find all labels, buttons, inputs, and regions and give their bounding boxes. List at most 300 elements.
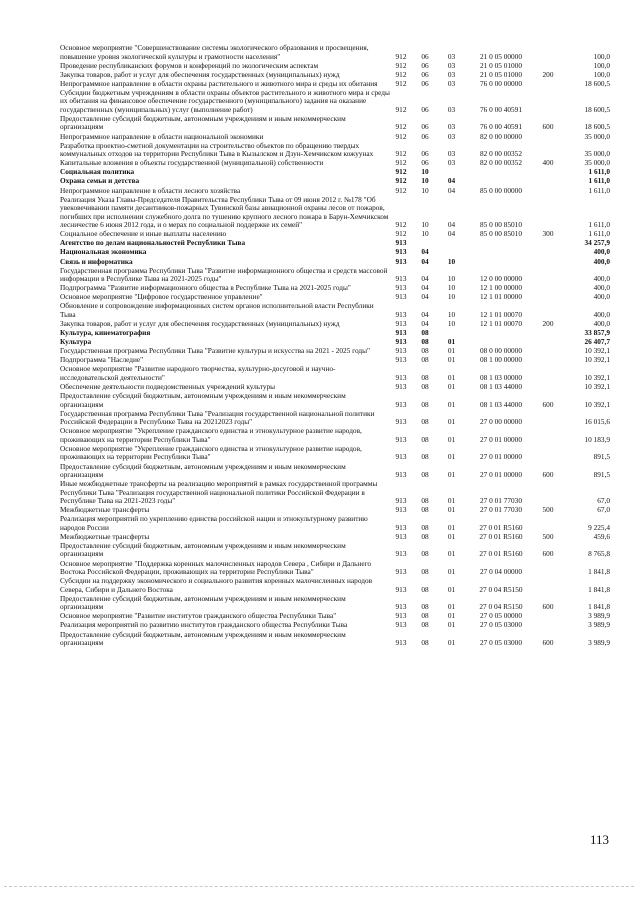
row-amount: 10 392,1 — [584, 346, 610, 356]
row-code-rz: 08 — [421, 470, 429, 479]
row-code-pr: 01 — [447, 620, 456, 630]
row-amount: 18 600,5 — [584, 122, 610, 132]
row-code-gr: 912 — [395, 185, 407, 195]
row-code-rz: 08 — [421, 434, 429, 444]
page-number: 113 — [590, 832, 610, 847]
row-code-pr: 10 — [447, 292, 456, 302]
row-code-gr: 913 — [395, 283, 407, 293]
scan-edge-divider — [4, 886, 634, 887]
row-code-gr: 913 — [395, 382, 407, 392]
row-amount: 67,0 — [597, 505, 610, 515]
row-amount: 1 611,0 — [588, 229, 610, 239]
row-code-gr: 912 — [395, 131, 407, 141]
row-code-cs: 27 0 01 00000 — [480, 470, 522, 479]
row-code-gr: 912 — [395, 51, 407, 61]
row-code-rz: 06 — [421, 51, 429, 61]
table-row — [60, 427, 610, 445]
row-amount: 400,0 — [593, 283, 610, 293]
row-code-rz: 04 — [421, 247, 429, 257]
row-amount: 18 600,5 — [584, 104, 610, 114]
row-code-gr: 912 — [395, 69, 407, 79]
row-name: Социальное обеспечение и иные выплаты населению — [60, 229, 227, 239]
row-code-vr — [537, 133, 559, 142]
row-code-rz: 08 — [421, 496, 429, 506]
row-code-pr: 01 — [447, 611, 456, 621]
row-code-rz: 08 — [421, 372, 429, 382]
row-code-cs: 27 0 01 R5160 — [479, 549, 523, 559]
row-name: Подпрограмма "Развитие информационного общества в Республике Тыва на 2021-2025 годы" — [60, 283, 351, 293]
row-code-vr — [537, 80, 559, 89]
row-name: Государственная программа Республики Тыва "Развитие информационного общества и средств массовой информации в Республике Тыва на 2021-2025 годы" — [60, 265, 388, 284]
row-amount: 10 183,9 — [584, 434, 610, 444]
row-code-rz: 08 — [421, 549, 429, 559]
row-code-cs: 27 0 04 R5150 — [479, 602, 523, 612]
row-name: Непрограммное направление в области охраны растительного и животного мира и среды их обитания — [60, 78, 378, 88]
table-row — [60, 542, 610, 560]
row-amount: 10 392,1 — [584, 355, 610, 365]
row-code-gr: 913 — [395, 256, 407, 266]
row-code-vr — [537, 293, 559, 302]
row-code-gr: 913 — [395, 309, 407, 319]
row-code-cs: 76 0 00 00000 — [480, 78, 522, 88]
row-code-gr: 913 — [395, 638, 407, 648]
row-code-rz: 10 — [421, 176, 429, 186]
row-code-vr — [537, 560, 559, 578]
row-code-gr: 913 — [395, 372, 407, 382]
row-amount: 400,0 — [593, 318, 610, 328]
row-code-cs: 27 0 01 00000 — [480, 434, 522, 444]
row-code-cs: 76 0 00 40591 — [480, 104, 522, 114]
row-name: Закупка товаров, работ и услуг для обеспечения государственных (муниципальных) нужд — [60, 69, 340, 79]
row-name: Агентство по делам национальностей Республики Тыва — [60, 238, 246, 248]
row-name: Предоставление субсидий бюджетным, автономным учреждениям и иным некоммерческим организациям — [60, 391, 346, 409]
row-code-rz: 08 — [421, 337, 429, 347]
row-amount: 1 841,8 — [588, 567, 610, 577]
row-amount: 100,0 — [593, 60, 610, 70]
row-code-pr: 01 — [447, 531, 456, 541]
row-code-vr — [537, 142, 559, 160]
row-code-rz: 04 — [421, 274, 429, 284]
row-name: Капитальные вложения в объекты государственной (муниципальной) собственности — [60, 158, 324, 168]
row-amount: 35 000,0 — [584, 149, 610, 159]
row-code-pr: 03 — [447, 60, 456, 70]
row-name: Реализация Указа Главы-Председателя Правительства Республики Тыва от 09 июня 2012 г. №178 "Об увековечивании памяти десантников-пожарных Тувинской базы авиационной охраны лесов от пожаров, погибших при исполнении служебного долга по тушению крупного лесного пожара в Барун-Хемчикском лесничестве 6 июня 2012 года, и о мерах по социальной поддержке их семей" — [60, 194, 389, 230]
row-code-vr — [537, 338, 559, 347]
row-code-cs: 21 0 05 01000 — [480, 69, 522, 79]
row-code-cs: 27 0 01 00000 — [480, 452, 522, 462]
table-row — [60, 159, 610, 168]
row-code-cs — [465, 239, 537, 248]
row-name: Связь и информатика — [60, 256, 133, 266]
row-code-pr — [438, 239, 465, 248]
row-code-cs: 85 0 00 00000 — [480, 185, 522, 195]
table-row — [60, 267, 610, 285]
row-code-cs: 82 0 00 00352 — [480, 149, 522, 159]
row-code-rz: 06 — [421, 104, 429, 114]
table-row — [60, 410, 610, 428]
row-code-rz: 08 — [421, 399, 429, 409]
row-code-pr: 01 — [447, 382, 456, 392]
row-amount: 891,5 — [593, 470, 610, 479]
row-code-rz: 04 — [421, 292, 429, 302]
row-code-pr: 01 — [447, 549, 456, 559]
row-code-gr: 912 — [395, 176, 407, 186]
row-code-vr — [537, 612, 559, 621]
row-code-gr: 912 — [395, 78, 407, 88]
row-code-rz: 06 — [421, 60, 429, 70]
row-name: Межбюджетные трансферты — [60, 531, 150, 541]
row-code-rz: 08 — [421, 602, 429, 612]
row-name: Основное мероприятие "Цифровое государственное управление" — [60, 292, 263, 302]
row-code-gr: 913 — [395, 496, 407, 506]
row-amount: 33 857,9 — [584, 328, 610, 338]
row-code-rz: 10 — [421, 229, 429, 239]
row-code-gr: 912 — [395, 104, 407, 114]
row-code-cs: 21 0 05 01000 — [480, 60, 522, 70]
row-code-cs: 08 1 03 00000 — [480, 372, 522, 382]
table-row — [60, 515, 610, 533]
row-code-vr: 600 — [542, 470, 554, 479]
row-code-rz: 08 — [421, 638, 429, 648]
row-code-vr — [537, 410, 559, 428]
row-name: Культура — [60, 337, 92, 347]
row-code-rz: 08 — [421, 584, 429, 594]
row-code-vr — [537, 187, 559, 196]
row-amount: 1 611,0 — [588, 185, 610, 195]
row-code-vr — [537, 258, 559, 267]
row-code-pr: 03 — [447, 158, 456, 168]
row-code-pr: 01 — [447, 584, 456, 594]
row-name: Предоставление субсидий бюджетным, автономным учреждениям и иным некоммерческим организациям — [60, 593, 346, 612]
row-code-pr: 01 — [447, 638, 456, 648]
row-code-rz: 04 — [421, 256, 429, 266]
row-amount: 1 841,8 — [588, 584, 610, 594]
row-amount: 100,0 — [593, 69, 610, 79]
row-code-cs: 12 1 00 00000 — [480, 283, 522, 293]
row-name: Реализация мероприятий по развитию институтов гражданского общества Республики Тыва — [60, 620, 348, 630]
row-amount: 18 600,5 — [584, 78, 610, 88]
row-amount: 10 392,1 — [584, 372, 610, 382]
row-code-cs: 27 0 05 03000 — [480, 638, 522, 648]
row-code-cs: 27 0 01 R5160 — [479, 522, 523, 532]
row-name: Основное мероприятие "Укрепление гражданского единства и этнокультурное развитие народов, проживающих на территории Республики Тыва" — [60, 443, 362, 462]
row-code-gr: 913 — [395, 522, 407, 532]
row-code-rz: 08 — [421, 452, 429, 462]
row-code-cs: 12 1 01 00070 — [480, 318, 522, 328]
row-code-rz: 08 — [421, 417, 429, 427]
row-code-vr — [537, 515, 559, 533]
row-code-vr — [537, 239, 559, 248]
row-code-gr: 913 — [395, 620, 407, 630]
row-code-gr: 913 — [395, 452, 407, 462]
row-code-pr: 01 — [447, 372, 456, 382]
row-amount: 400,0 — [593, 247, 610, 257]
row-name: Субсидии на поддержку экономического и социального развития коренных малочисленных народов Севера, Сибири и Дальнего Востока — [60, 576, 373, 594]
row-code-vr — [537, 445, 559, 463]
row-code-cs — [465, 329, 537, 338]
row-code-vr: 300 — [542, 229, 554, 239]
row-code-cs: 85 0 00 85010 — [480, 220, 522, 230]
row-code-vr — [537, 89, 559, 115]
row-code-gr: 912 — [395, 229, 407, 239]
table-row — [60, 480, 610, 506]
row-code-gr: 913 — [395, 470, 407, 479]
row-code-pr: 01 — [447, 417, 456, 427]
row-code-vr — [537, 329, 559, 338]
row-code-gr: 913 — [395, 602, 407, 612]
row-code-cs: 82 0 00 00352 — [480, 158, 522, 168]
row-code-cs — [465, 248, 537, 257]
row-name: Культура, кинематография — [60, 328, 151, 338]
row-code-pr: 01 — [447, 470, 456, 479]
row-code-gr: 912 — [395, 167, 407, 177]
row-code-vr: 600 — [542, 549, 554, 559]
row-name: Обновление и сопровождение информационных систем органов исполнительной власти Республики Тыва — [60, 301, 374, 319]
row-code-gr: 913 — [395, 434, 407, 444]
table-row — [60, 168, 610, 177]
row-code-rz: 08 — [421, 620, 429, 630]
row-amount: 1 611,0 — [588, 176, 610, 186]
table-row — [60, 89, 610, 115]
row-code-pr: 04 — [447, 220, 456, 230]
row-amount: 3 989,9 — [588, 620, 610, 630]
row-code-pr: 01 — [447, 337, 456, 347]
row-name: Основное мероприятие "Развитие институтов гражданского общества Республики Тыва" — [60, 611, 337, 621]
row-amount: 8 765,8 — [588, 549, 610, 559]
row-name: Основное мероприятие "Укрепление гражданского единства и этнокультурное развитие народов, проживающих на территории Республики Тыва" — [60, 426, 362, 444]
row-code-rz: 04 — [421, 283, 429, 293]
row-code-vr — [537, 284, 559, 293]
row-code-gr: 913 — [395, 247, 407, 257]
budget-table — [60, 44, 610, 648]
row-code-cs: 85 0 00 85010 — [480, 229, 522, 239]
row-code-vr — [537, 196, 559, 231]
row-code-vr — [537, 621, 559, 630]
row-code-rz: 06 — [421, 158, 429, 168]
table-row — [60, 142, 610, 160]
row-code-vr — [537, 347, 559, 356]
table-row — [60, 631, 610, 649]
row-code-vr: 600 — [542, 638, 554, 648]
row-code-vr — [537, 267, 559, 285]
row-code-rz: 08 — [421, 611, 429, 621]
row-code-gr: 913 — [395, 531, 407, 541]
row-code-gr: 912 — [395, 149, 407, 159]
row-code-pr: 10 — [447, 256, 456, 266]
row-code-vr: 600 — [542, 122, 554, 132]
table-row — [60, 445, 610, 463]
row-code-gr: 912 — [395, 122, 407, 132]
row-code-rz: 06 — [421, 131, 429, 141]
row-code-gr: 913 — [395, 355, 407, 365]
row-code-vr — [537, 577, 559, 595]
row-code-pr: 03 — [447, 51, 456, 61]
row-code-pr: 03 — [447, 78, 456, 88]
row-code-vr: 600 — [542, 602, 554, 612]
table-row — [60, 196, 610, 231]
row-code-vr — [537, 302, 559, 320]
row-name: Предоставление субсидий бюджетным, автономным учреждениям и иным некоммерческим организациям — [60, 540, 346, 559]
row-amount: 16 015,6 — [584, 417, 610, 427]
row-code-pr: 01 — [447, 522, 456, 532]
row-code-pr: 01 — [447, 505, 456, 515]
row-code-rz: 04 — [421, 309, 429, 319]
table-row — [60, 302, 610, 320]
row-amount: 26 407,7 — [584, 337, 610, 347]
row-code-rz: 08 — [421, 567, 429, 577]
row-amount: 67,0 — [597, 496, 610, 506]
row-code-gr: 913 — [395, 274, 407, 284]
row-code-rz: 08 — [421, 505, 429, 515]
row-name: Подпрограмма "Наследие" — [60, 355, 144, 365]
row-code-pr: 01 — [447, 399, 456, 409]
row-code-gr: 913 — [395, 417, 407, 427]
row-code-gr: 913 — [395, 549, 407, 559]
row-code-vr — [537, 365, 559, 383]
row-code-rz: 08 — [421, 382, 429, 392]
table-row — [60, 329, 610, 338]
row-code-vr — [537, 177, 559, 186]
row-code-cs: 27 0 01 77030 — [480, 505, 522, 515]
row-code-cs: 27 0 01 R5160 — [479, 531, 523, 541]
row-amount: 100,0 — [593, 51, 610, 61]
row-code-rz: 08 — [421, 328, 429, 338]
row-name: Социальная политика — [60, 167, 135, 177]
row-name: Государственная программа Республики Тыва "Развитие культуры и искусства на 2021 - 2025 годы" — [60, 346, 370, 356]
row-code-rz: 06 — [421, 78, 429, 88]
row-code-vr — [537, 168, 559, 177]
row-code-gr: 912 — [395, 60, 407, 70]
row-code-vr — [537, 427, 559, 445]
row-code-cs: 27 0 05 03000 — [480, 620, 522, 630]
row-code-vr: 200 — [542, 69, 554, 79]
row-code-pr: 01 — [447, 452, 456, 462]
table-row — [60, 115, 610, 133]
row-name: Предоставление субсидий бюджетным, автономным учреждениям и иным некоммерческим организациям — [60, 461, 346, 479]
table-row — [60, 44, 610, 62]
row-amount: 9 225,4 — [588, 522, 610, 532]
row-code-vr: 500 — [542, 505, 554, 515]
row-code-rz: 08 — [421, 531, 429, 541]
row-name: Разработка проектно-сметной документации на строительство объектов по обращению твердых коммунальных отходов на территории Республики Тыва в Кызылском и Дзун-Хемчикском кожуунах — [60, 140, 374, 159]
row-name: Предоставление субсидий бюджетным, автономным учреждениям и иным некоммерческим организациям — [60, 629, 346, 648]
row-amount: 35 000,0 — [584, 158, 610, 168]
row-name: Проведение республиканских форумов и конференций по экологическим аспектам — [60, 60, 319, 70]
row-amount: 1 841,8 — [588, 602, 610, 612]
row-amount: 400,0 — [593, 292, 610, 302]
row-amount: 34 257,9 — [584, 238, 610, 248]
row-name: Охрана семьи и детства — [60, 176, 140, 186]
row-name: Предоставление субсидий бюджетным, автономным учреждениям и иным некоммерческим организациям — [60, 113, 346, 132]
row-amount: 10 392,1 — [584, 382, 610, 392]
row-code-cs: 08 1 00 00000 — [480, 355, 522, 365]
row-code-gr: 913 — [395, 505, 407, 515]
table-row — [60, 248, 610, 257]
row-amount: 1 611,0 — [588, 167, 610, 177]
row-name: Закупка товаров, работ и услуг для обеспечения государственных (муниципальных) нужд — [60, 318, 340, 328]
row-code-cs: 12 1 01 00070 — [480, 309, 522, 319]
row-amount: 400,0 — [593, 256, 610, 266]
row-code-pr: 01 — [447, 567, 456, 577]
row-code-cs: 08 1 03 44000 — [480, 382, 522, 392]
row-code-pr: 10 — [447, 283, 456, 293]
table-row — [60, 577, 610, 595]
row-name: Основное мероприятие "Развитие народного творчества, культурно-досуговой и научно-исследовательской деятельности" — [60, 364, 336, 382]
row-code-pr: 03 — [447, 131, 456, 141]
row-code-pr: 03 — [447, 104, 456, 114]
row-code-cs: 12 1 01 00000 — [480, 292, 522, 302]
row-code-gr: 913 — [395, 584, 407, 594]
row-amount: 400,0 — [593, 309, 610, 319]
row-code-vr: 200 — [542, 318, 554, 328]
row-code-pr: 01 — [447, 602, 456, 612]
row-name: Межбюджетные трансферты — [60, 505, 150, 515]
row-code-gr: 913 — [395, 238, 407, 248]
row-code-pr: 03 — [447, 149, 456, 159]
row-code-cs: 12 0 00 00000 — [480, 274, 522, 284]
row-code-pr: 01 — [447, 355, 456, 365]
row-code-gr: 912 — [395, 220, 407, 230]
row-code-cs: 76 0 00 40591 — [480, 122, 522, 132]
row-code-pr: 04 — [447, 185, 456, 195]
row-amount: 1 611,0 — [588, 220, 610, 230]
row-name: Обеспечение деятельности подведомственных учреждений культуры — [60, 382, 276, 392]
row-code-gr: 913 — [395, 399, 407, 409]
row-code-gr: 912 — [395, 158, 407, 168]
row-code-rz: 10 — [421, 167, 429, 177]
row-name: Национальная экономика — [60, 247, 147, 257]
row-code-pr: 10 — [447, 274, 456, 284]
row-amount: 35 000,0 — [584, 131, 610, 141]
row-code-cs: 08 1 03 44000 — [480, 399, 522, 409]
row-code-cs: 27 0 01 77030 — [480, 496, 522, 506]
table-row — [60, 560, 610, 578]
row-amount: 3 989,9 — [588, 638, 610, 648]
table-row — [60, 463, 610, 481]
row-code-cs: 27 0 00 00000 — [480, 417, 522, 427]
row-code-pr: 01 — [447, 496, 456, 506]
row-amount: 891,5 — [593, 452, 610, 462]
row-amount: 459,6 — [593, 531, 610, 541]
row-code-cs: 82 0 00 00000 — [480, 131, 522, 141]
row-code-gr: 913 — [395, 346, 407, 356]
row-amount: 10 392,1 — [584, 399, 610, 409]
row-code-pr: 04 — [447, 176, 456, 186]
row-code-pr: 10 — [447, 309, 456, 319]
table-row — [60, 595, 610, 613]
row-code-vr — [537, 480, 559, 506]
row-name: Иные межбюджетные трансферты на реализацию мероприятий в рамках государственной программы Республики Тыва "Реализация государственной национальной политики Российской Федерации в Республике Тыва на 2021-2023 годы" — [60, 479, 378, 506]
row-name: Субсидии бюджетным учреждениям в области охраны объектов растительного и животного мира и среды их обитания на финансовое обеспечение государственного (муниципального) задания на оказание государственных (муниципальных) услуг (выполнение работ) — [60, 87, 390, 114]
row-code-pr: 03 — [447, 122, 456, 132]
row-code-cs: 27 0 05 00000 — [480, 611, 522, 621]
row-code-gr: 913 — [395, 567, 407, 577]
row-code-cs: 21 0 05 00000 — [480, 51, 522, 61]
row-amount: 400,0 — [593, 274, 610, 284]
row-code-rz: 04 — [421, 318, 429, 328]
row-code-pr: 01 — [447, 346, 456, 356]
row-code-cs: 27 0 04 00000 — [480, 567, 522, 577]
row-code-cs: 08 0 00 00000 — [480, 346, 522, 356]
row-code-rz: 10 — [421, 220, 429, 230]
row-name: Основное мероприятие "Совершенствование системы экологического образования и просвещения, повышение уровня экологической культуры и грамотности населения" — [60, 43, 369, 61]
row-code-gr: 913 — [395, 337, 407, 347]
row-code-rz: 08 — [421, 522, 429, 532]
row-name: Реализация мероприятий по укреплению единства российской нации и этнокультурному развитию народов России — [60, 514, 368, 532]
row-amount: 3 989,9 — [588, 611, 610, 621]
row-code-cs: 27 0 04 R5150 — [479, 584, 523, 594]
table-row — [60, 365, 610, 383]
